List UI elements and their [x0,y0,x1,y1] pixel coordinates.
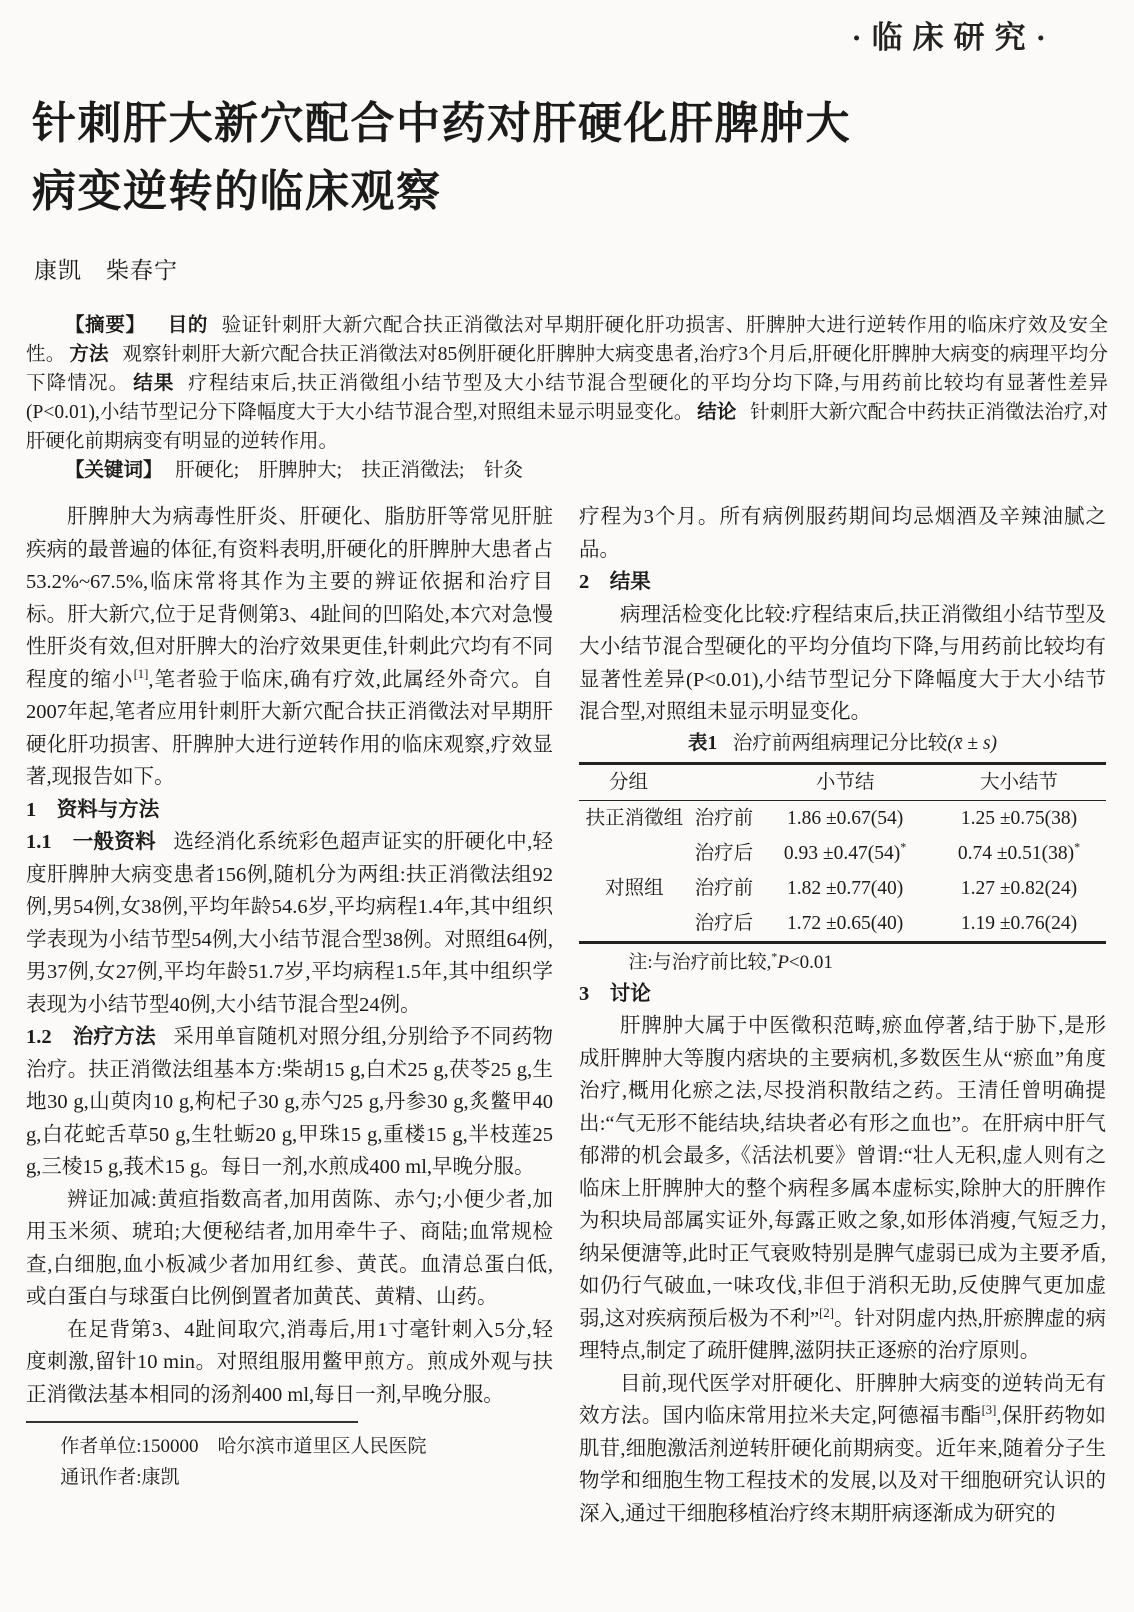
general-data-text: 选经消化系统彩色超声证实的肝硬化中,轻度肝脾肿大病变患者156例,随机分为两组:扶正消徵法组92例,男54例,女38例,平均年龄54.6岁,平均病程1.4年,其中组织学表现为小结节型54例,大小结节混合型38例。对照组64例,男37例,女27例,平均年龄51.7岁,平均病程1.5年,其中组织学表现为小结节型40例,大小结节混合型24例。 [26,831,554,1016]
discussion-1-before-ref: 肝脾肿大属于中医徵积范畴,瘀血停著,结于胁下,是形成肝脾肿大等腹内痞块的主要病机,多数医生从“瘀血”角度治疗,概用化瘀之法,尽投消积散结之药。王清任曾明确提出:“气无形不能结块,结块者必有形之血也”。在肝病中肝气郁滞的机会最多,《活法机要》曾谓:“壮人无积,虚人则有之临床上肝脾肿大的整个病程多属本虚标实,除肿大的肝脾作为积块局部属实证外,每露正败之象,如形体消瘦,气短乏力,纳呆便溏等,此时正气衰败特别是脾气虚弱已成为主要矛盾,如仍行气破血,一味攻伐,非但于消积无助,反使脾气更加虚弱,这对疾病预后极为不利” [579,1015,1106,1330]
cell-small-nodule: 1.82 ±0.77(40) [786,877,904,899]
cell-mixed-nodule [932,836,1106,871]
intro-text-before-ref: 肝脾肿大为病毒性肝炎、肝硬化、脂肪肝等常见肝脏疾病的最普遍的体征,有资料表明,肝硬化的肝脾肿大患者占53.2%~67.5%,临床常将其作为主要的辨证依据和治疗目标。肝大新穴,位于足背侧第3、4趾间的凹陷处,本穴对急慢性肝炎有效,但对肝脾大的治疗效果更佳,针刺此穴均有不同程度的缩小 [26,506,553,691]
intro-paragraph [26,501,553,794]
results-paragraph: 病理活检变化比较:疗程结束后,扶正消徵组小结节型及大小结节混合型硬化的平均分值均下降,与用药前比较均有显著性差异(P<0.01),小结节型记分下降幅度大于大小结节混合型,对照组未显示明显变化。 [579,603,1106,724]
cell-value: 0.74 ±0.51(38) [957,842,1075,864]
cell-value: 0.93 ±0.47(54) [783,842,901,864]
discussion-2-before-ref: 目前,现代医学对肝硬化、肝脾肿大病变的逆转尚无有效方法。国内临床常用拉米夫定,阿德福韦酯 [579,1372,1106,1428]
discussion-paragraph-1 [579,1010,1106,1368]
cell-small-nodule: 1.72 ±0.65(40) [786,912,904,934]
article-title-line2: 病变逆转的临床观察 [32,167,442,217]
treatment-method-text: 采用单盲随机对照分组,分别给予不同药物治疗。扶正消徵法组基本方:柴胡15 g,白术25 g,茯苓25 g,生地30 g,山萸肉10 g,枸杞子30 g,赤勺25 g,丹参30 g,炙鳖甲40 g,白花蛇舌草50 g,生牡蛎20 g,甲珠15 g,重楼15 g,半枝莲25 g,三棱15 g,莪术15 g。每日一剂,水煎成400 ml,早晚分服。 [26,1026,554,1179]
corresponding-author: 通讯作者:康凯 [60,1467,180,1489]
cell-group [579,836,690,871]
table-caption-stat: (x̄ ± s) [947,732,998,754]
abstract-results-label: 结果 [133,373,175,395]
table-row [579,836,1106,871]
citation-ref-2: [2] [819,1306,834,1321]
authors: 康凯 柴春宁 [34,258,178,284]
cell-time: 治疗前 [694,877,754,899]
table-row [579,906,1106,943]
article-title-line1: 针刺肝大新穴配合中药对肝硬化肝脾肿大 [32,99,851,148]
cell-group [579,906,690,943]
cell-time: 治疗后 [694,912,754,934]
footnote-block [26,1421,553,1493]
section-heading-results: 2 结果 [579,571,651,594]
author-affiliation: 作者单位:150000 哈尔滨市道里区人民医院 [60,1436,427,1458]
two-column-body [26,501,1108,1530]
col-header-mixed-nodule: 大小结节 [932,763,1106,800]
pathology-score-table [579,762,1106,944]
citation-ref-3: [3] [981,1403,997,1418]
table-note-text: 注:与治疗前比较, [628,951,772,973]
significance-star: * [900,840,907,855]
citation-ref-1: [1] [133,667,149,682]
table-note-threshold: <0.01 [788,951,833,973]
abstract-conclusion-text: 针刺肝大新穴配合中药扶正消徵法治疗,对肝硬化前期病变有明显的逆转作用。 [26,402,1108,453]
abstract-tag: 【摘要】 [65,315,146,337]
keywords-text: 肝硬化; 肝脾肿大; 扶正消徵法; 针灸 [175,460,523,482]
cell-time: 治疗前 [694,807,754,829]
page-header [26,12,1108,68]
significance-star: * [771,950,778,964]
cell-small-nodule: 1.86 ±0.67(54) [786,807,904,829]
col-header-small-nodule: 小节结 [758,763,932,800]
subsection-label-1-2: 1.2 治疗方法 [26,1026,156,1049]
right-column [579,501,1106,1530]
keywords-line [26,456,1108,486]
treatment-course-paragraph: 疗程为3个月。所有病例服药期间均忌烟酒及辛辣油腻之品。 [579,506,1106,561]
abstract-objective-text: 验证针刺肝大新穴配合扶正消徵法对早期肝硬化肝功损害、肝脾肿大进行逆转作用的临床疗效及安全性。 [26,315,1108,366]
cell-time: 治疗后 [694,842,754,864]
discussion-1-after-ref: 。针对阴虚内热,肝瘀脾虚的病理特点,制定了疏肝健脾,滋阴扶正逐瘀的治疗原则。 [579,1307,1106,1363]
abstract-conclusion-label: 结论 [697,402,737,424]
cell-group: 扶正消徵组 [585,807,684,829]
discussion-paragraph-2 [579,1368,1106,1531]
left-column [26,501,553,1530]
footnote-rule [26,1421,358,1423]
treatment-method-paragraph [26,1021,553,1184]
table-row [579,800,1106,836]
discussion-2-after-ref: ,保肝药物如肌苷,细胞激活剂逆转肝硬化前期病变。近年来,随着分子生物学和细胞生物工程技术的发展,以及对干细胞研究认识的深入,通过干细胞移植治疗终末期肝病逐渐成为研究的 [579,1405,1107,1525]
cell-mixed-nodule: 1.19 ±0.76(24) [960,912,1078,934]
keywords-tag: 【关键词】 [65,460,163,482]
table-note [579,948,1106,978]
table-caption-label: 表1 [687,732,718,754]
general-data-paragraph [26,826,553,1021]
cell-group: 对照组 [605,877,664,899]
subsection-label-1-1: 1.1 一般资料 [26,831,156,854]
abstract-objective-label: 目的 [167,315,209,337]
table-note-p: P [777,951,789,973]
syndrome-modification-paragraph: 辨证加减:黄疸指数高者,加用茵陈、赤勺;小便少者,加用玉米须、琥珀;大便秘结者,加用牵牛子、商陆;血常规检查,白细胞,血小板减少者加用红参、黄芪。血清总蛋白低,或白蛋白与球蛋白比例倒置者加黄芪、黄精、山药。 [26,1188,553,1309]
abstract-methods-label: 方法 [69,344,109,366]
cell-mixed-nodule: 1.27 ±0.82(24) [960,877,1078,899]
abstract-methods-text: 观察针刺肝大新穴配合扶正消徵法对85例肝硬化肝脾肿大病变患者,治疗3个月后,肝硬化肝脾肿大病变的病理平均分下降情况。 [26,344,1108,395]
table-caption-text: 治疗前两组病理记分比较 [732,732,948,754]
table-header-row [579,763,1106,800]
article-title [32,90,1108,226]
intro-text-after-ref: ,笔者验于临床,确有疗效,此属经外奇穴。自2007年起,笔者应用针刺肝大新穴配合扶正消徵法对早期肝硬化肝功损害、肝脾肿大进行逆转作用的临床观察,疗效显著,现报告如下。 [26,668,553,789]
cell-small-nodule [758,836,932,871]
acupuncture-procedure-paragraph: 在足背第3、4趾间取穴,消毒后,用1寸毫针刺入5分,轻度刺激,留针10 min。对照组服用鳖甲煎方。煎成外观与扶正消徵法基本相同的汤剂400 ml,每日一剂,早晚分服。 [26,1318,553,1406]
journal-section-label: ·临床研究· [851,20,1056,55]
section-heading-methods: 1 资料与方法 [26,798,160,821]
significance-star: * [1074,840,1081,855]
col-header-group: 分组 [579,763,758,800]
abstract-results-text: 疗程结束后,扶正消徵组小结节型及大小结节混合型硬化的平均分均下降,与用药前比较均有显著性差异(P<0.01),小结节型记分下降幅度大于大小结节混合型,对照组未显示明显变化。 [26,373,1108,424]
abstract [26,311,1108,456]
table-caption [579,729,1106,759]
cell-mixed-nodule: 1.25 ±0.75(38) [960,807,1078,829]
table-row [579,871,1106,906]
section-heading-discussion: 3 讨论 [579,982,651,1005]
